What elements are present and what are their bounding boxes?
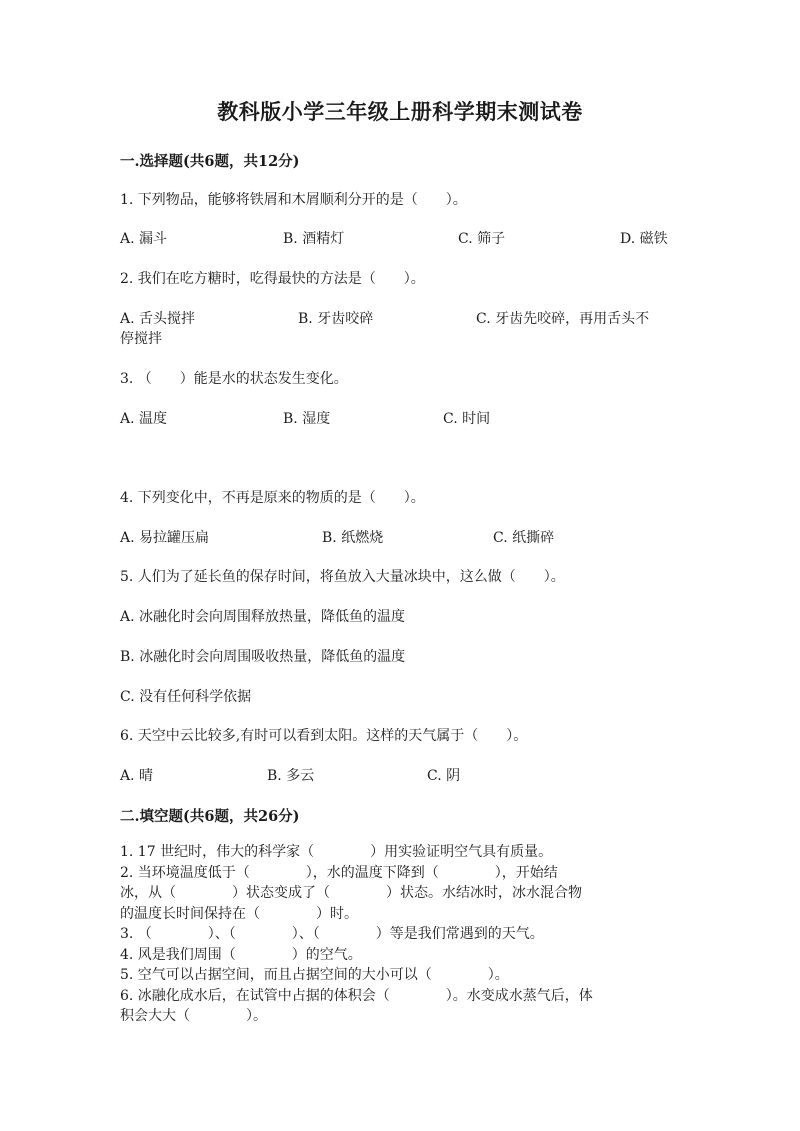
- option: A. 舌头搅拌: [120, 311, 196, 327]
- fill-line: 6. 冰融化成水后，在试管中占据的体积会（ ）。水变成水蒸气后，体: [120, 987, 593, 1004]
- option: B. 牙齿咬碎: [298, 311, 374, 327]
- option: C. 纸撕碎: [493, 530, 555, 546]
- option: B. 冰融化时会向周围吸收热量，降低鱼的温度: [120, 649, 406, 665]
- fill-line: 积会大大（ ）。: [120, 1008, 267, 1024]
- question-stem: 4. 下列变化中，不再是原来的物质的是（ ）。: [120, 490, 425, 506]
- section-heading-fill: 二.填空题(共6题，共26分): [120, 808, 300, 825]
- question-stem: 3. （ ）能是水的状态发生变化。: [120, 371, 348, 387]
- option: A. 易拉罐压扁: [120, 530, 210, 546]
- fill-line: 冰，从（ ）状态变成了（ ）状态。水结冰时，冰水混合物: [120, 885, 582, 901]
- option: C. 阴: [427, 768, 461, 784]
- option: C. 时间: [443, 411, 491, 427]
- option: C. 牙齿先咬碎，再用舌头不: [476, 311, 650, 327]
- section-heading-choice: 一.选择题(共6题，共12分): [120, 153, 300, 170]
- question-stem: 5. 人们为了延长鱼的保存时间，将鱼放入大量冰块中，这么做（ ）。: [120, 569, 565, 585]
- option: B. 酒精灯: [283, 231, 345, 247]
- option: A. 冰融化时会向周围释放热量，降低鱼的温度: [120, 609, 406, 625]
- question-stem: 1. 下列物品，能够将铁屑和木屑顺利分开的是（ ）。: [120, 192, 467, 208]
- fill-in-block: [120, 842, 680, 1027]
- page-title: 教科版小学三年级上册科学期末测试卷: [217, 99, 583, 124]
- fill-line: 1. 17 世纪时，伟大的科学家（ ）用实验证明空气具有质量。: [120, 844, 553, 860]
- fill-line: 3. （ ）、（ ）、（ ）等是我们常遇到的天气。: [120, 926, 544, 942]
- fill-line: 5. 空气可以占据空间，而且占据空间的大小可以（ ）。: [120, 967, 509, 983]
- option: B. 多云: [267, 768, 315, 784]
- option: B. 纸燃烧: [322, 530, 384, 546]
- option: C. 没有任何科学依据: [120, 689, 252, 705]
- question-stem: 2. 我们在吃方糖时，吃得最快的方法是（ ）。: [120, 271, 425, 287]
- fill-line: 的温度长时间保持在（ ）时。: [120, 905, 358, 922]
- option-wrap: 停搅拌: [120, 331, 162, 347]
- fill-line: 2. 当环境温度低于（ ），水的温度下降到（ ），开始结: [120, 864, 558, 881]
- option: A. 晴: [120, 768, 154, 784]
- option: A. 漏斗: [120, 231, 168, 247]
- option: B. 湿度: [283, 411, 331, 427]
- option: A. 温度: [120, 411, 168, 427]
- option: D. 磁铁: [620, 231, 668, 247]
- fill-line: 4. 风是我们周围（ ）的空气。: [120, 946, 362, 963]
- question-stem: 6. 天空中云比较多,有时可以看到太阳。这样的天气属于（ ）。: [120, 728, 528, 744]
- option: C. 筛子: [458, 231, 506, 247]
